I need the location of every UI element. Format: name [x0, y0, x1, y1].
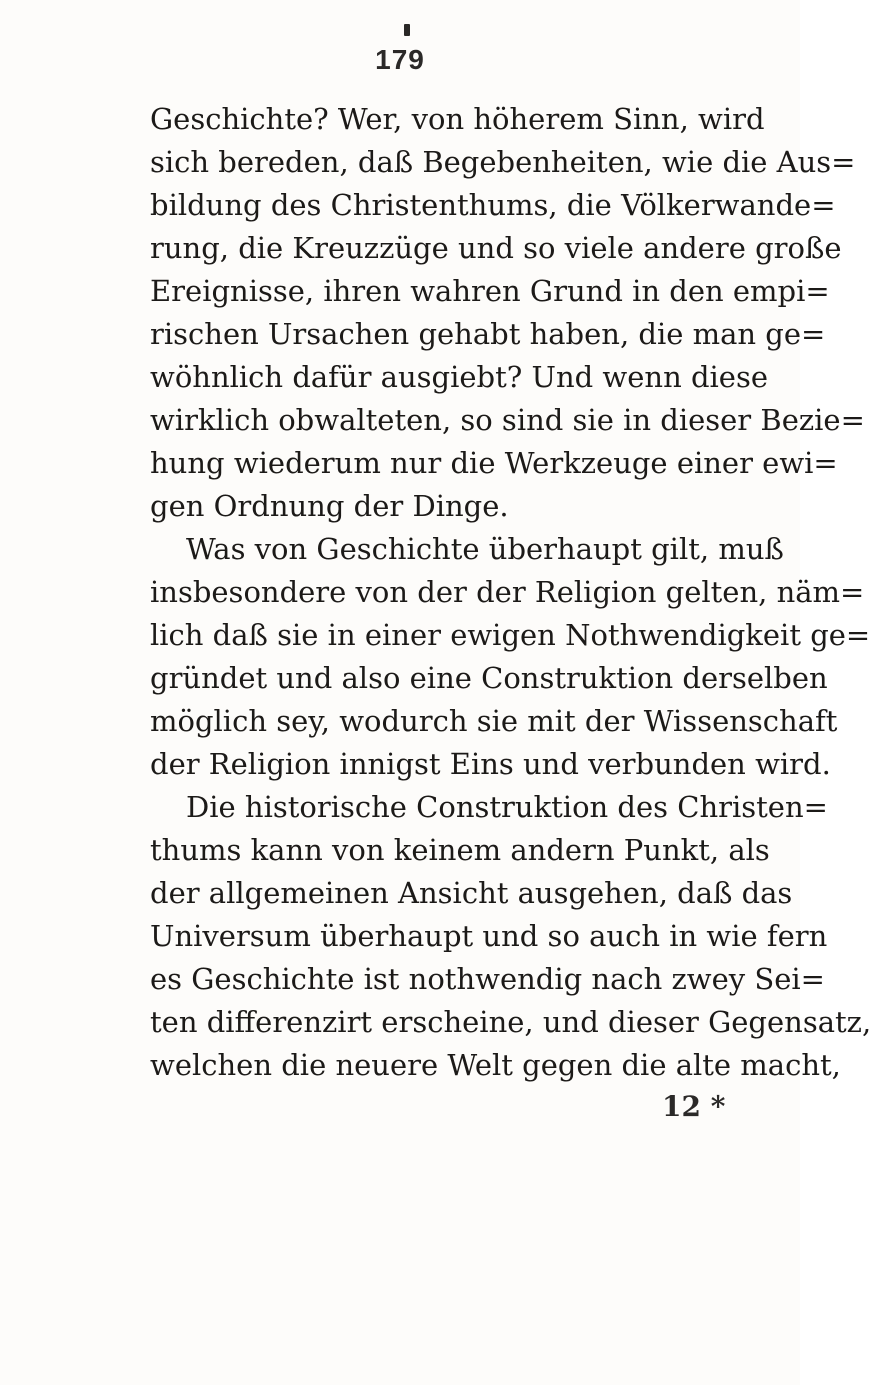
- text-line: gründet und also eine Construktion derselben: [150, 661, 828, 695]
- text-line: ten differenzirt erscheine, und dieser Gegensatz,: [150, 1005, 871, 1039]
- text-line: thums kann von keinem andern Punkt, als: [150, 833, 770, 867]
- text-line: Ereignisse, ihren wahren Grund in den empi=: [150, 274, 830, 308]
- text-line: insbesondere von der der Religion gelten, näm=: [150, 575, 865, 609]
- text-line: Geschichte? Wer, von höherem Sinn, wird: [150, 102, 765, 136]
- signature-mark: 12 *: [662, 1090, 726, 1123]
- body-text: [150, 98, 871, 1087]
- text-line: lich daß sie in einer ewigen Nothwendigkeit ge=: [150, 618, 871, 652]
- text-line: gen Ordnung der Dinge.: [150, 489, 509, 523]
- text-line: es Geschichte ist nothwendig nach zwey Sei=: [150, 962, 825, 996]
- text-line: rung, die Kreuzzüge und so viele andere große: [150, 231, 842, 265]
- text-line: hung wiederum nur die Werkzeuge einer ewi=: [150, 446, 838, 480]
- text-line-paragraph-start: Die historische Construktion des Christen=: [186, 790, 828, 824]
- text-line: welchen die neuere Welt gegen die alte macht,: [150, 1048, 841, 1082]
- text-line: der Religion innigst Eins und verbunden wird.: [150, 747, 831, 781]
- text-line: der allgemeinen Ansicht ausgehen, daß das: [150, 876, 793, 910]
- text-line: Universum überhaupt und so auch in wie fern: [150, 919, 828, 953]
- text-line: rischen Ursachen gehabt haben, die man ge=: [150, 317, 826, 351]
- text-line: bildung des Christenthums, die Völkerwande=: [150, 188, 836, 222]
- page-number: 179: [375, 44, 425, 75]
- text-line-paragraph-start: Was von Geschichte überhaupt gilt, muß: [186, 532, 784, 566]
- ink-mark: [404, 24, 410, 36]
- text-line: möglich sey, wodurch sie mit der Wissenschaft: [150, 704, 838, 738]
- text-line: wöhnlich dafür ausgiebt? Und wenn diese: [150, 360, 769, 394]
- text-line: wirklich obwalteten, so sind sie in dieser Bezie=: [150, 403, 865, 437]
- text-line: sich bereden, daß Begebenheiten, wie die Aus=: [150, 145, 856, 179]
